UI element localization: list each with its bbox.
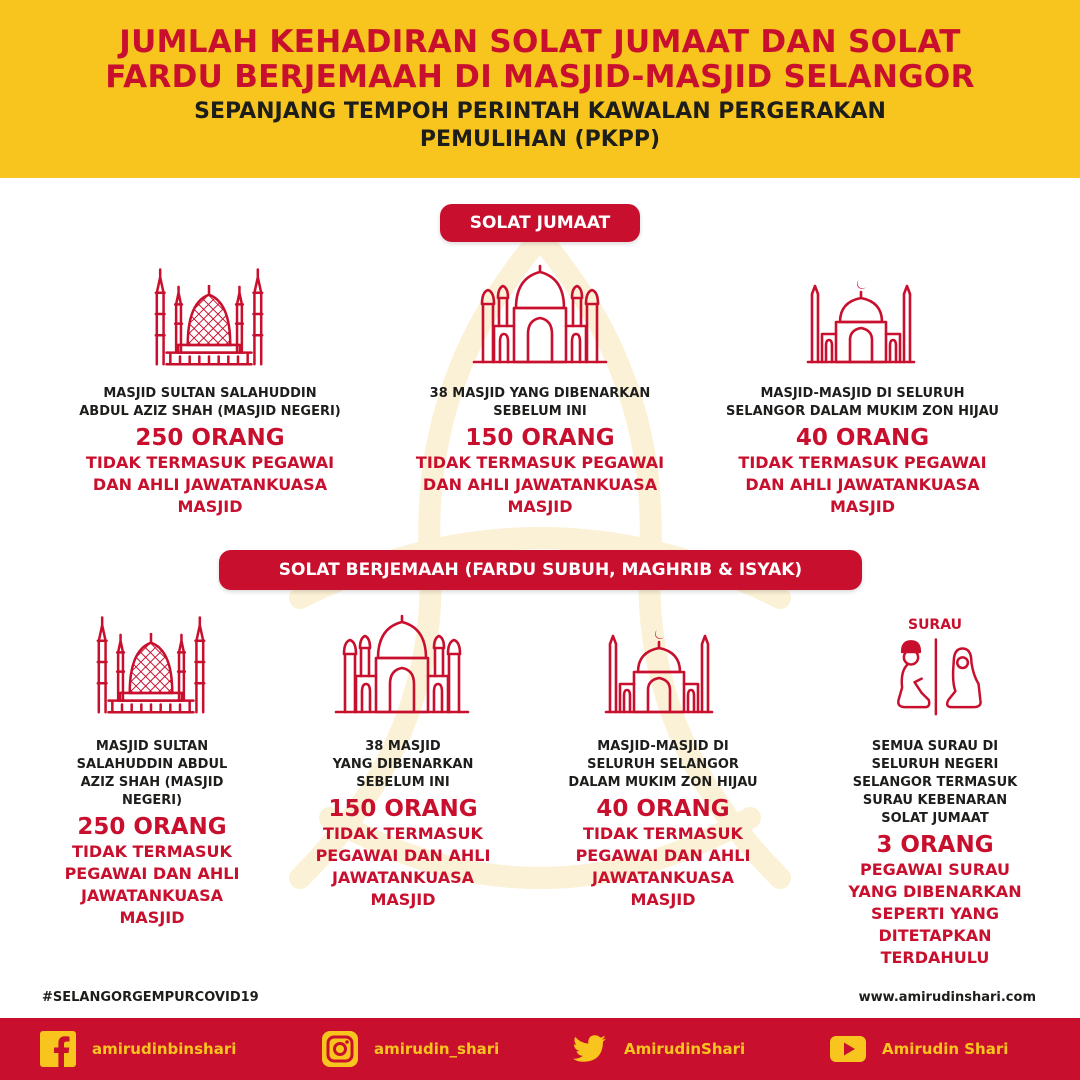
berjemaah-desc-line: SELANGOR TERMASUK bbox=[852, 775, 1018, 790]
berjemaah-desc-line: SURAU KEBENARAN bbox=[862, 793, 1008, 808]
note-line: MASJID bbox=[829, 497, 895, 516]
berjemaah-desc-line: SOLAT JUMAAT bbox=[881, 811, 989, 826]
note-line: TIDAK TERMASUK PEGAWAI bbox=[415, 453, 665, 472]
berjemaah-card-surau bbox=[820, 738, 1050, 969]
social-instagram[interactable] bbox=[322, 1031, 499, 1067]
twitter-handle[interactable]: AmirudinShari bbox=[624, 1040, 746, 1058]
youtube-icon[interactable] bbox=[830, 1031, 866, 1067]
berjemaah-card-zon-hijau bbox=[548, 738, 778, 911]
instagram-handle[interactable]: amirudin_shari bbox=[374, 1040, 500, 1058]
domed-mosque-icon bbox=[470, 264, 610, 364]
berjemaah-desc-line: SEMUA SURAU DI bbox=[871, 739, 999, 754]
section-pill-solat-jumaat: SOLAT JUMAAT bbox=[440, 204, 640, 242]
grand-mosque-icon bbox=[90, 604, 212, 720]
instagram-icon[interactable] bbox=[322, 1031, 358, 1067]
twitter-icon[interactable] bbox=[572, 1031, 608, 1067]
note-line: TIDAK TERMASUK bbox=[323, 824, 483, 843]
jumaat-card-zon-hijau bbox=[705, 385, 1020, 518]
jumaat-desc-line: MASJID-MASJID DI SELURUH bbox=[760, 386, 965, 401]
social-youtube[interactable] bbox=[830, 1031, 1008, 1067]
youtube-handle[interactable]: Amirudin Shari bbox=[882, 1040, 1009, 1058]
section-pill-solat-berjemaah: SOLAT BERJEMAAH (FARDU SUBUH, MAGHRIB & ISYAK) bbox=[219, 550, 862, 590]
facebook-handle[interactable]: amirudinbinshari bbox=[92, 1040, 237, 1058]
subtitle-line-1: SEPANJANG TEMPOH PERINTAH KAWALAN PERGERAKAN bbox=[194, 99, 886, 124]
berjemaah-desc-line: MASJID-MASJID DI bbox=[597, 739, 729, 754]
jumaat-desc-line: SELANGOR DALAM MUKIM ZON HIJAU bbox=[726, 404, 999, 419]
berjemaah-card-masjid-negeri bbox=[52, 738, 252, 929]
subtitle-line-2: PEMULIHAN (PKPP) bbox=[419, 127, 661, 152]
note-line: MASJID bbox=[630, 890, 696, 909]
note-line: MASJID bbox=[370, 890, 436, 909]
note-line: DAN AHLI JAWATANKUASA bbox=[745, 475, 980, 494]
berjemaah-card-38-masjid bbox=[298, 738, 508, 911]
note-line: PEGAWAI DAN AHLI bbox=[575, 846, 751, 865]
attendance-count: 250 ORANG bbox=[135, 425, 285, 451]
note-line: TERDAHULU bbox=[880, 948, 990, 967]
berjemaah-desc-line: SALAHUDDIN ABDUL bbox=[76, 757, 228, 772]
attendance-count: 40 ORANG bbox=[795, 425, 930, 451]
jumaat-card-38-masjid bbox=[390, 385, 690, 518]
berjemaah-desc-line: 38 MASJID bbox=[365, 739, 441, 754]
note-line: PEGAWAI DAN AHLI bbox=[315, 846, 491, 865]
note-line: TIDAK TERMASUK PEGAWAI bbox=[738, 453, 987, 472]
note-line: DAN AHLI JAWATANKUASA bbox=[92, 475, 328, 494]
berjemaah-desc-line: AZIZ SHAH (MASJID bbox=[80, 775, 224, 790]
note-line: MASJID bbox=[177, 497, 243, 516]
jumaat-desc-line: 38 MASJID YANG DIBENARKAN bbox=[429, 386, 651, 401]
berjemaah-desc-line: SELURUH NEGERI bbox=[871, 757, 999, 772]
note-line: DAN AHLI JAWATANKUASA bbox=[422, 475, 658, 494]
jumaat-card-masjid-negeri bbox=[60, 385, 360, 518]
note-line: JAWATANKUASA bbox=[591, 868, 735, 887]
attendance-count: 250 ORANG bbox=[77, 814, 227, 840]
note-line: SEPERTI YANG bbox=[870, 904, 1000, 923]
grand-mosque-icon bbox=[148, 256, 270, 372]
note-line: DITETAPKAN bbox=[878, 926, 992, 945]
jumaat-desc-line: MASJID SULTAN SALAHUDDIN bbox=[103, 386, 317, 401]
title-line-1: JUMLAH KEHADIRAN SOLAT JUMAAT DAN SOLAT bbox=[119, 24, 961, 60]
note-line: JAWATANKUASA bbox=[80, 886, 224, 905]
small-mosque-icon bbox=[604, 624, 714, 714]
berjemaah-desc-line: SEBELUM INI bbox=[356, 775, 450, 790]
praying-figures-icon bbox=[880, 636, 990, 716]
note-line: MASJID bbox=[119, 908, 185, 927]
title-line-2: FARDU BERJEMAAH DI MASJID-MASJID SELANGOR bbox=[105, 59, 975, 95]
note-line: JAWATANKUASA bbox=[331, 868, 475, 887]
surau-label: SURAU bbox=[907, 617, 962, 633]
attendance-count: 3 ORANG bbox=[876, 832, 994, 858]
note-line: PEGAWAI SURAU bbox=[859, 860, 1010, 879]
attendance-count: 40 ORANG bbox=[596, 796, 730, 822]
small-mosque-icon bbox=[806, 274, 916, 364]
jumaat-desc-line: ABDUL AZIZ SHAH (MASJID NEGERI) bbox=[79, 404, 341, 419]
note-line: TIDAK TERMASUK bbox=[583, 824, 743, 843]
header-banner bbox=[0, 0, 1080, 178]
website-link[interactable]: www.amirudinshari.com bbox=[858, 990, 1036, 1005]
note-line: PEGAWAI DAN AHLI bbox=[64, 864, 240, 883]
berjemaah-desc-line: DALAM MUKIM ZON HIJAU bbox=[568, 775, 758, 790]
berjemaah-desc-line: SELURUH SELANGOR bbox=[587, 757, 739, 772]
note-line: YANG DIBENARKAN bbox=[848, 882, 1022, 901]
footer-social-bar bbox=[0, 1018, 1080, 1080]
attendance-count: 150 ORANG bbox=[465, 425, 615, 451]
social-twitter[interactable] bbox=[572, 1031, 745, 1067]
note-line: MASJID bbox=[507, 497, 573, 516]
note-line: TIDAK TERMASUK bbox=[72, 842, 232, 861]
berjemaah-desc-line: MASJID SULTAN bbox=[95, 739, 209, 754]
note-line: TIDAK TERMASUK PEGAWAI bbox=[85, 453, 335, 472]
facebook-icon[interactable] bbox=[40, 1031, 76, 1067]
social-facebook[interactable] bbox=[40, 1031, 236, 1067]
attendance-count: 150 ORANG bbox=[328, 796, 478, 822]
domed-mosque-icon bbox=[332, 614, 472, 714]
jumaat-desc-line: SEBELUM INI bbox=[493, 404, 587, 419]
berjemaah-desc-line: NEGERI) bbox=[121, 793, 183, 808]
berjemaah-desc-line: YANG DIBENARKAN bbox=[332, 757, 474, 772]
hashtag: #SELANGORGEMPURCOVID19 bbox=[42, 990, 259, 1005]
